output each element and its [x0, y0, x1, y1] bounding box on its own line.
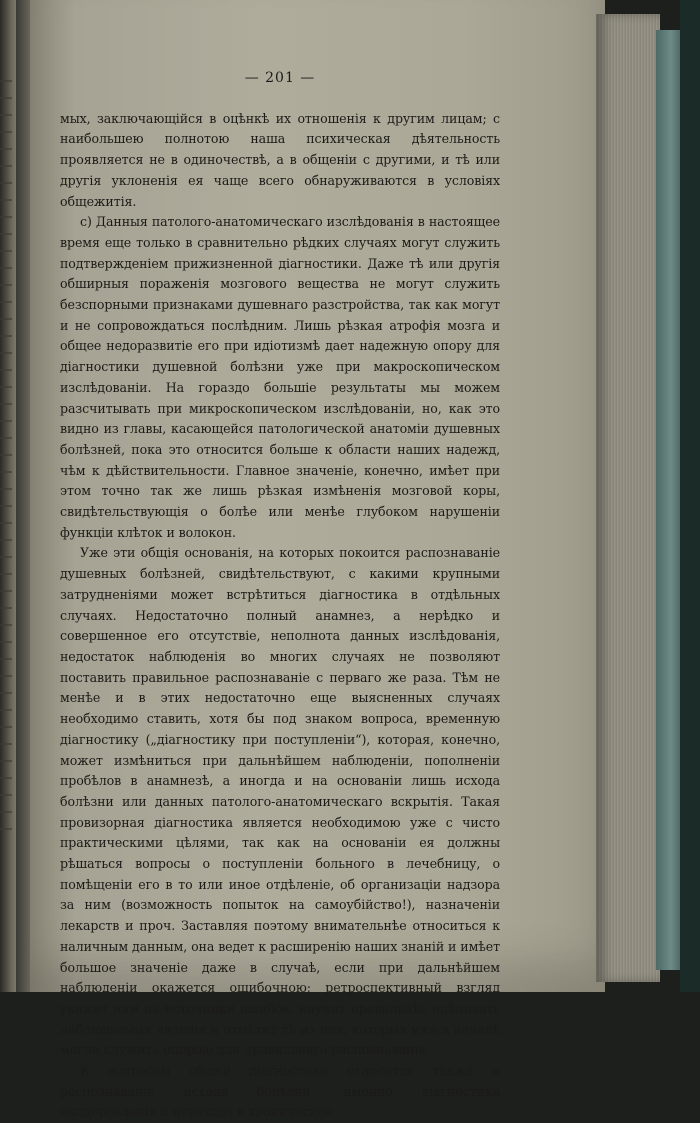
cover-back	[680, 0, 700, 992]
left-page-text-strip	[0, 80, 12, 840]
page-text-block	[60, 68, 500, 1123]
page-number: — 201 —	[244, 70, 316, 86]
paragraph-3: Уже эти общія основанія, на которых покоится распознаваніе душевных болѣзней, свидѣтельствуют, с какими крупными затрудненіями может встрѣтиться діагностика в отдѣльных случаях. Недостаточно полный анамнез, а нерѣдко и совершенное его отсутствіе, неполнота данных изслѣдованія, недостаток наблюденія во многих случаях не позволяют поставить правильное распознаваніе с перваго же раза. Тѣм не менѣе и в этих недостаточно еще выясненных случаях необходимо ставить, хотя бы под знаком вопроса, временную діагностику („діагностику при поступленіи“), которая, конечно, может измѣниться при дальнѣйшем наблюденіи, пополненіи пробѣлов в анамнезѣ, а иногда и на основаніи лишь исхода болѣзни или данных патолого-анатомическаго вскрытія. Такая провизорная діагностика является необходимою уже с чисто практическими цѣлями, так как на основаніи ея должны рѣшаться вопросы о поступленіи больного в лечебницу, о помѣщеніи его в то или иное отдѣленіе, об организаціи надзора за ним (возможность попыток на самоубійство!), назначеніи лекарств и проч. Заставляя поэтому внимательнѣе относиться к наличным данным, она ведет к расширенію наших знаній и имѣет большое значеніе даже в случаѣ, если при дальнѣйшем наблюденіи окажется ошибочною; ретроспективный взгляд укажет нам на источники ошибок, научит правильнѣе оцѣнивать наблюдаемыя явленія и отмѣтит тѣ из них, которыя уже в началѣ могли служить опорою для правильнаго распознаванія.	[60, 545, 500, 1058]
paragraph-4: К вопросам общей діагностики относится также и распознаваніе исхода болѣзни, именно діагностика выздоровленія и перехода в хроническое	[60, 1063, 500, 1120]
paragraph-1: мых, заключающійся в оцѣнкѣ их отношенія к другим лицам; с наибольшею полнотою наша психическая дѣятельность проявляется не в одиночествѣ, а в общеніи с другими, и тѣ или другія уклоненія ея чаще всего обнаруживаются в условіях общежитія.	[60, 110, 500, 209]
paragraph-2: с) Данныя патолого-анатомическаго изслѣдованія в настоящее время еще только в сравнительно рѣдких случаях могут служить подтвержденіем прижизненной діагностики. Даже тѣ или другія обширныя пораженія мозгового вещества не могут служить безспорными признаками душевнаго разстройства, так как могут и не сопровождаться послѣдним. Лишь рѣзкая атрофія мозга и общее недоразвитіе его при идіотизмѣ дает надежную опору для діагностики душевной болѣзни уже при макроскопическом изслѣдованіи. На гораздо большіе результаты мы можем разсчитывать при микроскопическом изслѣдованіи, но, как это видно из главы, касающейся патологической анатоміи душевных болѣзней, пока это относится больше к области наших надежд, чѣм к дѣйствительности. Главное значеніе, конечно, имѣет при этом точно так же лишь рѣзкая измѣненія мозговой коры, свидѣтельствующія о болѣе или менѣе глубоком нарушеніи функціи клѣток и волокон.	[60, 214, 500, 540]
page-edges	[596, 14, 660, 982]
